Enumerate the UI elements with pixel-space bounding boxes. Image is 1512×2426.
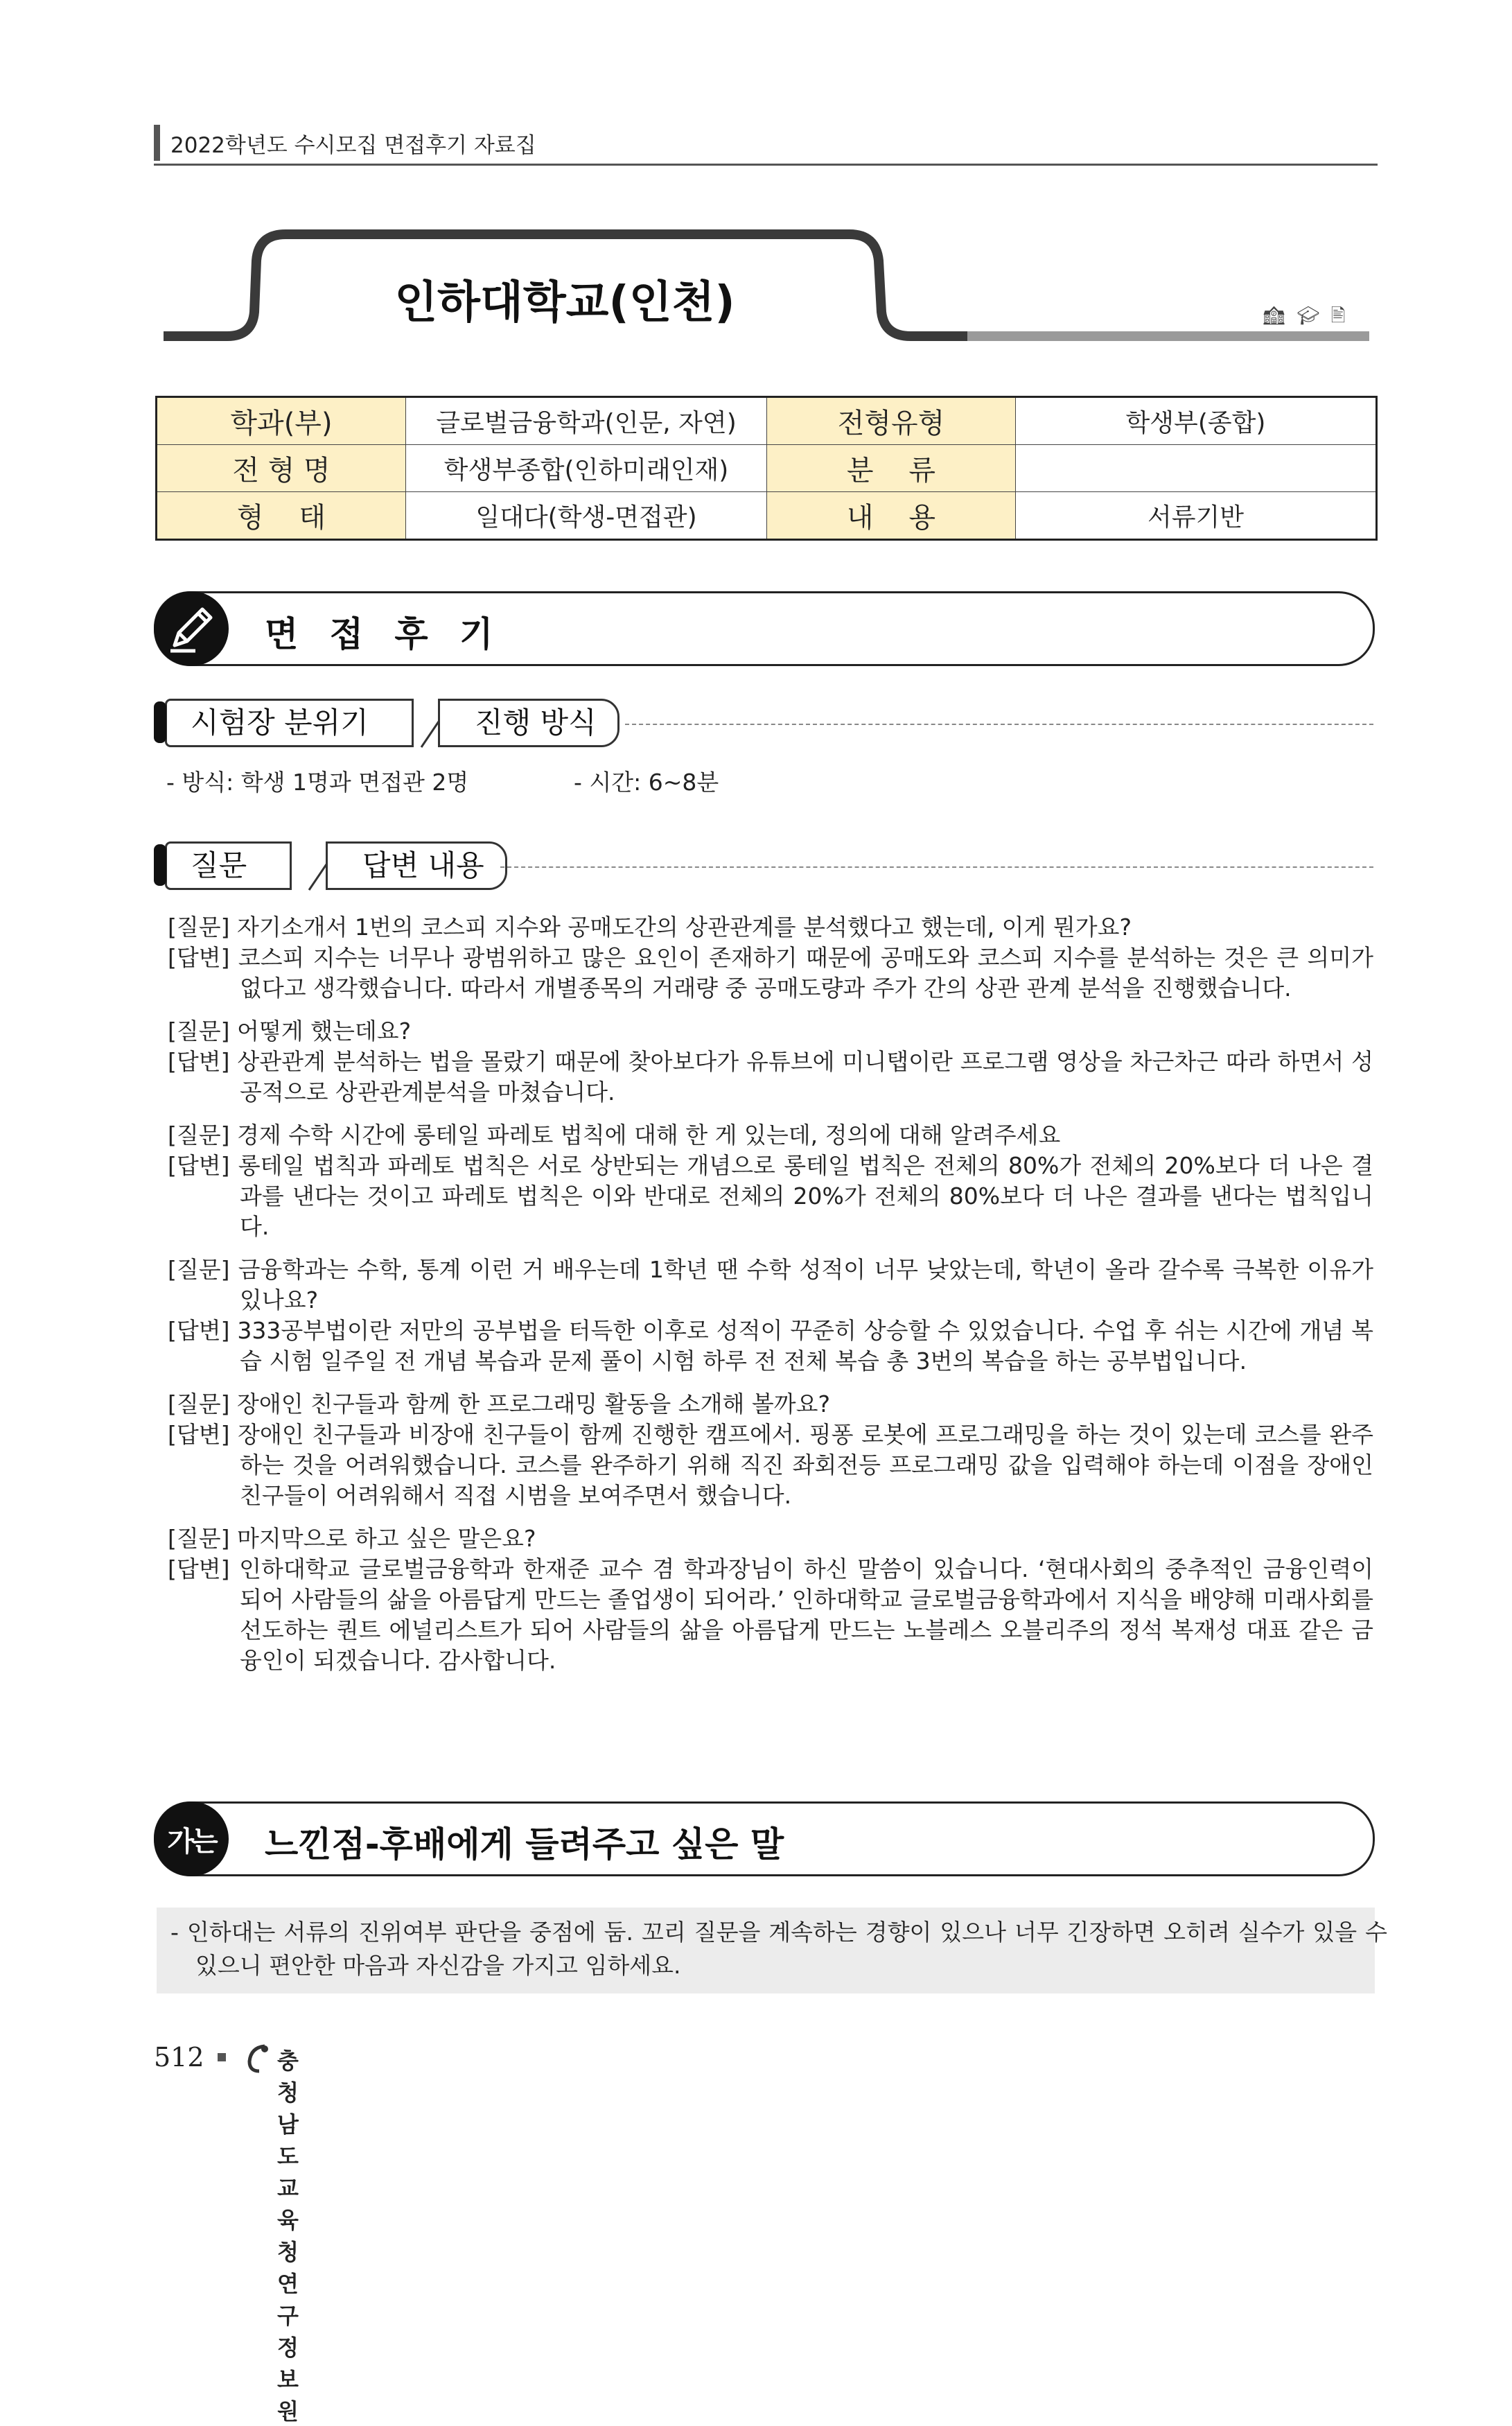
subheading-part1: 질문 xyxy=(165,841,292,890)
answer: [답변] 인하대학교 글로벌금융학과 한재준 교수 겸 학과장님이 하신 말씀이 있습니다. ‘현대사회의 중추적인 금융인력이 되어 사람들의 삶을 아름답게 만드는 졸업생이 되어라.’ 인하대학교 글로벌금융학과에서 지식을 배양해 미래사회를 선도하는 퀀트 에널리스트가 되어 사람들의 삶을 아름답게 만드는 노블레스 오블리주의 정석 복재성 대표 같은 금융인이 되겠습니다. 감사합니다. xyxy=(168,1555,1373,1674)
table-row xyxy=(157,397,1377,445)
answer: [답변] 롱테일 법칙과 파레토 법칙은 서로 상반되는 개념으로 롱테일 법칙은 전체의 80%가 전체의 20%보다 더 나은 결과를 낸다는 것이고 파레토 법칙은 이와 반대로 전체의 20%가 전체의 80%보다 더 나은 결과를 낸다는 법칙입니다. xyxy=(168,1152,1373,1240)
section-icon-text: 가는 xyxy=(167,1826,216,1858)
footer-bullet xyxy=(218,2053,226,2061)
section-title: 느낀점-후배에게 들려주고 싶은 말 xyxy=(265,1824,784,1865)
table-header-cell: 학과(부) xyxy=(157,397,406,445)
footer-org: 충청남도교육청연구정보원 xyxy=(277,2048,299,2425)
dashed-rule xyxy=(500,866,1373,868)
table-row xyxy=(157,445,1377,492)
subheading-qa xyxy=(154,841,1373,891)
subheading-bar xyxy=(154,844,166,886)
document-icon: 🖹 xyxy=(1330,306,1348,326)
pencil-icon xyxy=(154,591,229,666)
table-cell: 학생부(종합) xyxy=(1016,397,1377,445)
section-title: 면 접 후 기 xyxy=(265,614,503,654)
table-cell: 학생부종합(인하미래인재) xyxy=(406,445,767,492)
table-header-cell: 전 형 명 xyxy=(157,445,406,492)
question: [질문] 마지막으로 하고 싶은 말은요? xyxy=(168,1525,536,1552)
page-title: 인하대학교(인천) xyxy=(394,277,735,329)
table-cell: 일대다(학생-면접관) xyxy=(406,492,767,540)
section-icon xyxy=(154,1801,229,1876)
subheading-bar xyxy=(154,701,166,743)
dashed-rule xyxy=(625,724,1373,725)
qa-list xyxy=(168,912,1373,1676)
table-cell: 글로벌금융학과(인문, 자연) xyxy=(406,397,767,445)
question: [질문] 경제 수학 시간에 롱테일 파레토 법칙에 대해 한 게 있는데, 정의에 대해 알려주세요 xyxy=(168,1122,1061,1149)
answer: [답변] 상관관계 분석하는 법을 몰랐기 때문에 찾아보다가 유튜브에 미니탭이란 프로그램 영상을 차근차근 따라 하면서 성공적으로 상관관계분석을 마쳤습니다. xyxy=(168,1048,1373,1106)
graduation-cap-icon: 🎓︎ xyxy=(1296,306,1323,326)
table-cell xyxy=(1016,445,1377,492)
answer: [답변] 장애인 친구들과 비장애 친구들이 함께 진행한 캠프에서. 핑퐁 로봇에 프로그래밍을 하는 것이 있는데 코스를 완주하는 것을 어려워했습니다. 코스를 완주하기 위해 직진 좌회전등 프로그래밍 값을 입력해야 하는데 이점을 장애인 친구들이 어려워해서 직접 시범을 보여주면서 했습니다. xyxy=(168,1421,1373,1509)
question: [질문] 금융학과는 수학, 통계 이런 거 배우는데 1학년 땐 수학 성적이 너무 낮았는데, 학년이 올라 갈수록 극복한 이유가 있나요? xyxy=(168,1256,1374,1314)
title-decoration xyxy=(164,229,1369,347)
method-time: - 시간: 6~8분 xyxy=(574,769,719,796)
subheading-part2: 진행 방식 xyxy=(438,699,619,747)
table-header-cell: 형 태 xyxy=(157,492,406,540)
section-banner-advice xyxy=(154,1801,1375,1875)
subheading-part1: 시험장 분위기 xyxy=(165,699,414,747)
section-banner-interview xyxy=(154,591,1375,665)
school-building-icon: 🏫︎ xyxy=(1263,306,1289,326)
question: [질문] 자기소개서 1번의 코스피 지수와 공매도간의 상관관계를 분석했다고 했는데, 이게 뭔가요? xyxy=(168,914,1132,941)
table-cell: 서류기반 xyxy=(1016,492,1377,540)
table-header-cell: 내 용 xyxy=(767,492,1016,540)
question: [질문] 어떻게 했는데요? xyxy=(168,1018,412,1045)
subheading-part2: 답변 내용 xyxy=(326,841,507,890)
title-icons xyxy=(1263,303,1348,333)
answer: [답변] 333공부법이란 저만의 공부법을 터득한 이후로 성적이 꾸준히 상승할 수 있었습니다. 수업 후 쉬는 시간에 개념 복습 시험 일주일 전 개념 복습과 문제 풀이 시험 하루 전 전체 복습 총 3번의 복습을 하는 공부법입니다. xyxy=(168,1317,1373,1375)
question: [질문] 장애인 친구들과 함께 한 프로그래밍 활동을 소개해 볼까요? xyxy=(168,1390,831,1417)
header-bar xyxy=(154,125,160,161)
table-header-cell: 전형유형 xyxy=(767,397,1016,445)
answer: [답변] 코스피 지수는 너무나 광범위하고 많은 요인이 존재하기 때문에 공매도와 코스피 지수를 분석하는 것은 큰 의미가 없다고 생각했습니다. 따라서 개별종목의 거래량 중 공매도량과 주가 간의 상관 관계 분석을 진행했습니다. xyxy=(168,944,1373,1002)
advice-box xyxy=(157,1908,1387,1993)
running-header xyxy=(154,122,1378,166)
advice-text: - 인하대는 서류의 진위여부 판단을 중점에 둠. 꼬리 질문을 계속하는 경향이 있으나 너무 긴장하면 오히려 실수가 있을 수 있으니 편안한 마음과 자신감을 가지고 임하세요. xyxy=(170,1919,1387,1979)
table-header-cell: 분 류 xyxy=(767,445,1016,492)
running-title: 2022학년도 수시모집 면접후기 자료집 xyxy=(170,133,536,158)
subheading-atmosphere xyxy=(154,699,1373,749)
org-logo-icon xyxy=(244,2042,274,2075)
method-format: - 방식: 학생 1명과 면접관 2명 xyxy=(166,769,469,796)
table-row xyxy=(157,492,1377,540)
info-table xyxy=(155,396,1378,541)
page-number: 512 xyxy=(154,2042,204,2072)
